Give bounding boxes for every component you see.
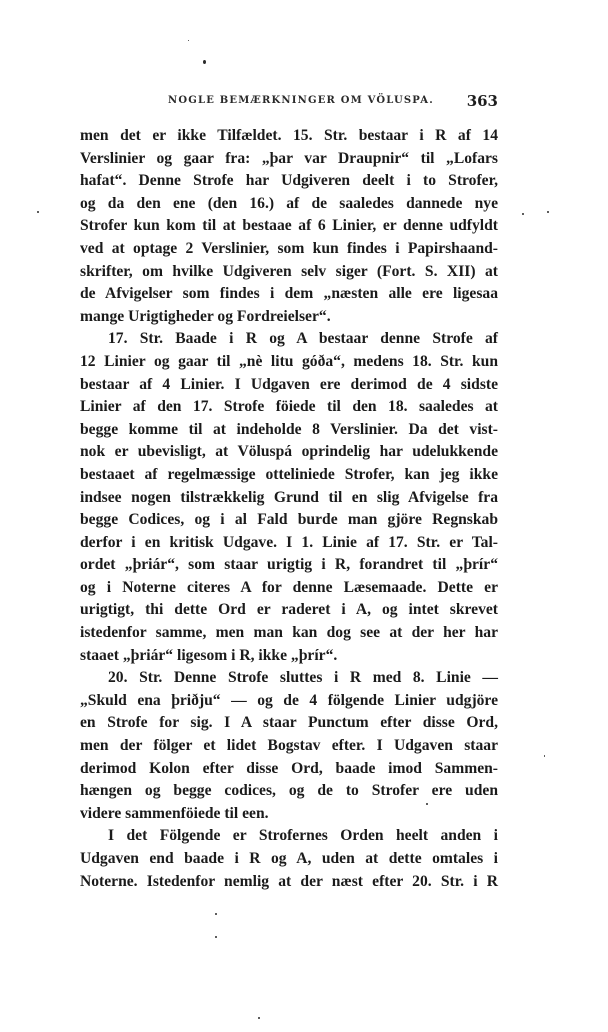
text-line: „Skuld ena þriðju“ — og de 4 fölgende Linier udgjöre	[80, 691, 498, 709]
running-title: NOGLE BEMÆRKNINGER OM VÖLUSPA.	[168, 95, 434, 106]
text-line: derfor i en kritisk Udgave. I 1. Linie af 17. Str. er Tal-	[80, 533, 498, 551]
print-speck	[544, 755, 545, 757]
print-speck	[258, 1017, 260, 1019]
text-line: hafat“. Denne Strofe har Udgiveren deelt i to Strofer,	[80, 172, 498, 190]
text-line: Noterne. Istedenfor nemlig at der næst efter 20. Str. i R	[80, 872, 498, 890]
text-line: istedenfor samme, men man kan dog see at der her har	[80, 624, 498, 642]
text-line: de Afvigelser som findes i dem „næsten alle ere ligesaa	[80, 285, 498, 303]
print-speck	[522, 213, 524, 215]
running-head	[78, 92, 498, 112]
print-speck	[203, 60, 206, 64]
text-line: videre sammenföiede til een.	[80, 804, 269, 822]
text-line: Strofer kun kom til at bestaae af 6 Linier, er denne udfyldt	[80, 217, 498, 235]
text-line: 12 Linier og gaar til „nè litu góða“, medens 18. Str. kun	[80, 352, 498, 370]
text-line: men der fölger et lidet Bogstav efter. I Udgaven staar	[80, 737, 498, 755]
text-line: bestaar af 4 Linier. I Udgaven ere derimod de 4 sidste	[80, 375, 498, 393]
text-line: mange Urigtigheder og Fordreielser“.	[80, 307, 331, 325]
paragraph-start: 17. Str. Baade i R og A bestaar denne Strofe af	[108, 330, 498, 348]
text-line: Linier af den 17. Strofe föiede til den 18. saaledes at	[80, 398, 498, 416]
page-number: 363	[466, 92, 498, 110]
text-line: ved at optage 2 Verslinier, som kun findes i Papirshaand-	[80, 239, 498, 257]
text-line: staaet „þriár“ ligesom i R, ikke „þrír“.	[80, 646, 338, 664]
text-line: derimod Kolon efter disse Ord, baade imod Sammen-	[80, 759, 498, 777]
text-line: og i Noterne citeres A for denne Læsemaade. Dette er	[80, 578, 498, 596]
text-line: skrifter, om hvilke Udgiveren selv siger (Fort. S. XII) at	[80, 262, 498, 280]
text-line: bestaaet af regelmæssige otteliniede Strofer, kan jeg ikke	[80, 465, 498, 483]
body-text	[80, 125, 498, 893]
text-line: hængen og begge codices, og de to Strofer ere uden	[80, 782, 498, 800]
print-speck	[547, 211, 549, 213]
paragraph-start: 20. Str. Denne Strofe sluttes i R med 8. Linie —	[108, 669, 498, 687]
print-speck	[215, 913, 217, 915]
text-line: og da den ene (den 16.) af de saaledes dannede nye	[80, 194, 498, 212]
print-speck	[215, 936, 217, 938]
text-line: en Strofe for sig. I A staar Punctum efter disse Ord,	[80, 714, 498, 732]
text-line: men det er ikke Tilfældet. 15. Str. bestaar i R af 14	[80, 127, 498, 144]
text-line: nok er ubevisligt, at Völuspá oprindelig har udelukkende	[80, 443, 498, 461]
text-line: Udgaven end baade i R og A, uden at dette omtales i	[80, 850, 498, 867]
paragraph-start: I det Fölgende er Strofernes Orden heelt anden i	[108, 827, 498, 845]
text-line: Verslinier og gaar fra: „þar var Draupnir“ til „Lofars	[80, 149, 498, 167]
text-line: begge komme til at indeholde 8 Verslinier. Da det vist-	[80, 420, 498, 438]
text-line: urigtigt, thi dette Ord er raderet i A, og intet skrevet	[80, 601, 498, 619]
text-line: begge Codices, og i al Fald burde man gjöre Regnskab	[80, 511, 498, 529]
text-line: indsee nogen tilstrækkelig Grund til en slig Afvigelse fra	[80, 488, 498, 506]
print-speck	[188, 40, 189, 41]
text-line: ordet „þriár“, som staar urigtig i R, forandret til „þrír“	[80, 556, 498, 574]
print-speck	[37, 211, 39, 213]
